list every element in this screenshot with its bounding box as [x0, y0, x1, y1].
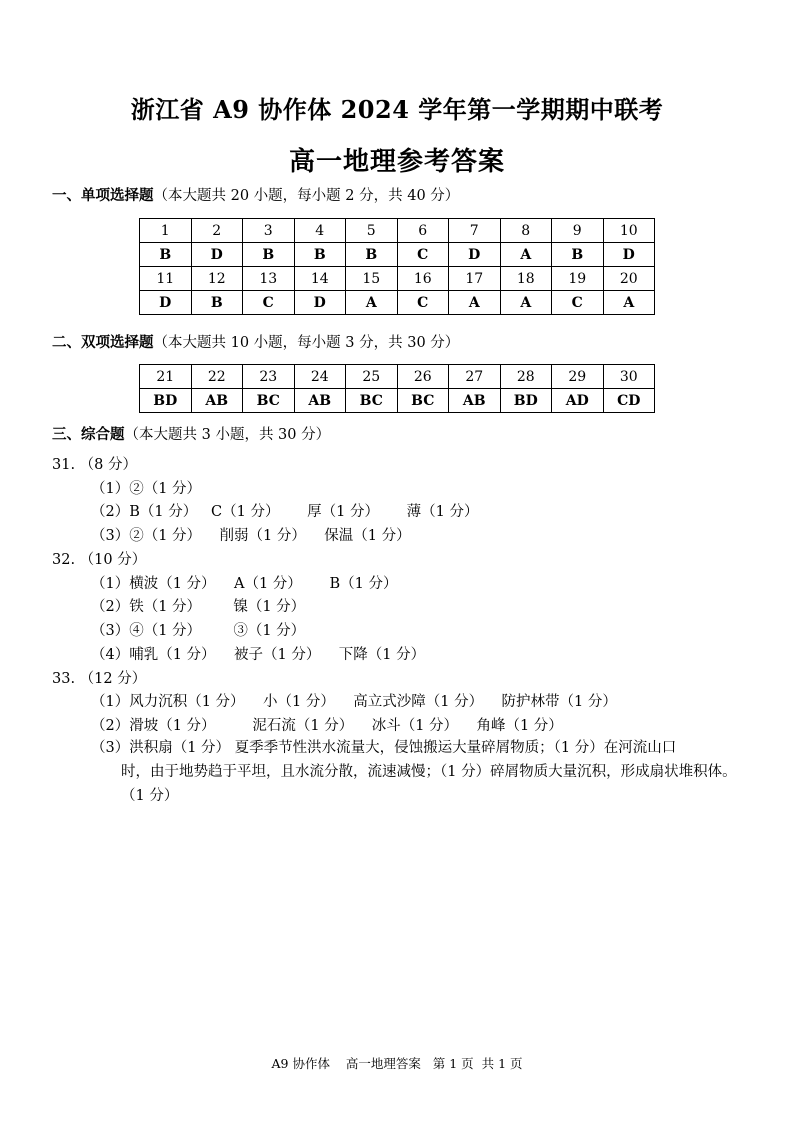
question-number: 27 — [449, 365, 501, 389]
answer-cell: A — [500, 243, 552, 267]
table-row-numbers — [140, 267, 655, 291]
question-number: 24 — [294, 365, 346, 389]
answer-cell: A — [500, 291, 552, 315]
question-32-header: 32. （10 分） — [52, 552, 147, 568]
table-row-answers — [140, 291, 655, 315]
section-3-title: 三、综合题 — [52, 426, 125, 443]
question-number: 18 — [500, 267, 552, 291]
answer-cell: BC — [397, 389, 449, 413]
answer-cell: A — [449, 291, 501, 315]
answer-cell: AD — [552, 389, 604, 413]
answer-cell: AB — [191, 389, 243, 413]
answer-cell: AB — [294, 389, 346, 413]
question-number: 2 — [191, 219, 243, 243]
answer-cell: BC — [346, 389, 398, 413]
answer-cell: D — [449, 243, 501, 267]
section-3-note: （本大题共 3 小题，共 30 分） — [124, 427, 331, 443]
question-number: 23 — [243, 365, 295, 389]
question-number: 13 — [243, 267, 295, 291]
answer-cell: B — [140, 243, 192, 267]
question-number: 8 — [500, 219, 552, 243]
answer-cell: CD — [603, 389, 655, 413]
question-number: 29 — [552, 365, 604, 389]
answer-cell: BD — [500, 389, 552, 413]
answer-cell: BD — [140, 389, 192, 413]
question-number: 21 — [140, 365, 192, 389]
question-number: 7 — [449, 219, 501, 243]
question-number: 12 — [191, 267, 243, 291]
single-choice-table — [139, 218, 655, 315]
answer-cell: C — [552, 291, 604, 315]
question-number: 22 — [191, 365, 243, 389]
question-number: 16 — [397, 267, 449, 291]
section-1-note: （本大题共 20 小题，每小题 2 分，共 40 分） — [153, 188, 460, 204]
question-33-paragraph-rest: 时，由于地势趋于平坦，且水流分散，流速减慢；（1 分）碎屑物质大量沉积，形成扇状堆积体。（1 分） — [121, 764, 737, 804]
answer-cell: D — [140, 291, 192, 315]
question-31-line-2: （2）B（1 分） C（1 分） 厚（1 分） 薄（1 分） — [91, 504, 479, 520]
question-number: 25 — [346, 365, 398, 389]
answer-cell: D — [191, 243, 243, 267]
answer-cell: B — [243, 243, 295, 267]
answer-cell: D — [294, 291, 346, 315]
answer-cell: B — [294, 243, 346, 267]
question-number: 26 — [397, 365, 449, 389]
question-number: 3 — [243, 219, 295, 243]
section-3-heading — [52, 423, 330, 444]
question-33-header: 33. （12 分） — [52, 671, 147, 687]
question-number: 30 — [603, 365, 655, 389]
table-row-numbers — [140, 365, 655, 389]
answer-cell: B — [346, 243, 398, 267]
question-32-line-4: （4）哺乳（1 分） 被子（1 分） 下降（1 分） — [91, 647, 426, 663]
question-number: 19 — [552, 267, 604, 291]
answer-cell: B — [552, 243, 604, 267]
question-number: 11 — [140, 267, 192, 291]
question-number: 4 — [294, 219, 346, 243]
double-choice-table — [139, 364, 655, 413]
answer-cell: C — [243, 291, 295, 315]
question-number: 10 — [603, 219, 655, 243]
document-subtitle: 高一地理参考答案 — [288, 147, 505, 177]
question-31-line-1: （1）②（1 分） — [91, 481, 202, 497]
question-33-line-1: （1）风力沉积（1 分） 小（1 分） 高立式沙障（1 分） 防护林带（1 分） — [91, 694, 617, 710]
question-number: 20 — [603, 267, 655, 291]
table-row-numbers — [140, 219, 655, 243]
document-title: 浙江省 A9 协作体 2024 学年第一学期期中联考 — [130, 95, 664, 124]
question-number: 14 — [294, 267, 346, 291]
question-31-line-3: （3）②（1 分） 削弱（1 分） 保温（1 分） — [91, 528, 411, 544]
question-32-line-3: （3）④（1 分） ③（1 分） — [91, 623, 306, 639]
section-1-heading — [52, 184, 459, 205]
question-33-paragraph — [91, 736, 747, 808]
question-number: 5 — [346, 219, 398, 243]
question-32-line-1: （1）横波（1 分） A（1 分） B（1 分） — [91, 576, 398, 592]
table-row-answers — [140, 243, 655, 267]
question-31-header: 31. （8 分） — [52, 457, 138, 473]
section-1-title: 一、单项选择题 — [52, 187, 154, 204]
answer-cell: B — [191, 291, 243, 315]
question-number: 28 — [500, 365, 552, 389]
section-2-title: 二、双项选择题 — [52, 334, 154, 351]
question-number: 15 — [346, 267, 398, 291]
question-32-line-2: （2）铁（1 分） 镍（1 分） — [91, 599, 306, 615]
question-33-paragraph-first: （3）洪积扇（1 分） 夏季季节性洪水流量大，侵蚀搬运大量碎屑物质；（1 分）在河流山口 — [91, 740, 677, 756]
section-2-note: （本大题共 10 小题，每小题 3 分，共 30 分） — [153, 335, 460, 351]
answer-cell: C — [397, 291, 449, 315]
table-row-answers — [140, 389, 655, 413]
answer-cell: D — [603, 243, 655, 267]
answer-cell: BC — [243, 389, 295, 413]
page-footer: A9 协作体 高一地理答案 第 1 页 共 1 页 — [271, 1056, 523, 1071]
question-number: 9 — [552, 219, 604, 243]
answer-cell: C — [397, 243, 449, 267]
section-2-heading — [52, 331, 459, 352]
answer-cell: A — [346, 291, 398, 315]
question-33-line-2: （2）滑坡（1 分） 泥石流（1 分） 冰斗（1 分） 角峰（1 分） — [91, 718, 563, 734]
answer-cell: A — [603, 291, 655, 315]
answer-cell: AB — [449, 389, 501, 413]
question-number: 1 — [140, 219, 192, 243]
question-number: 6 — [397, 219, 449, 243]
question-number: 17 — [449, 267, 501, 291]
